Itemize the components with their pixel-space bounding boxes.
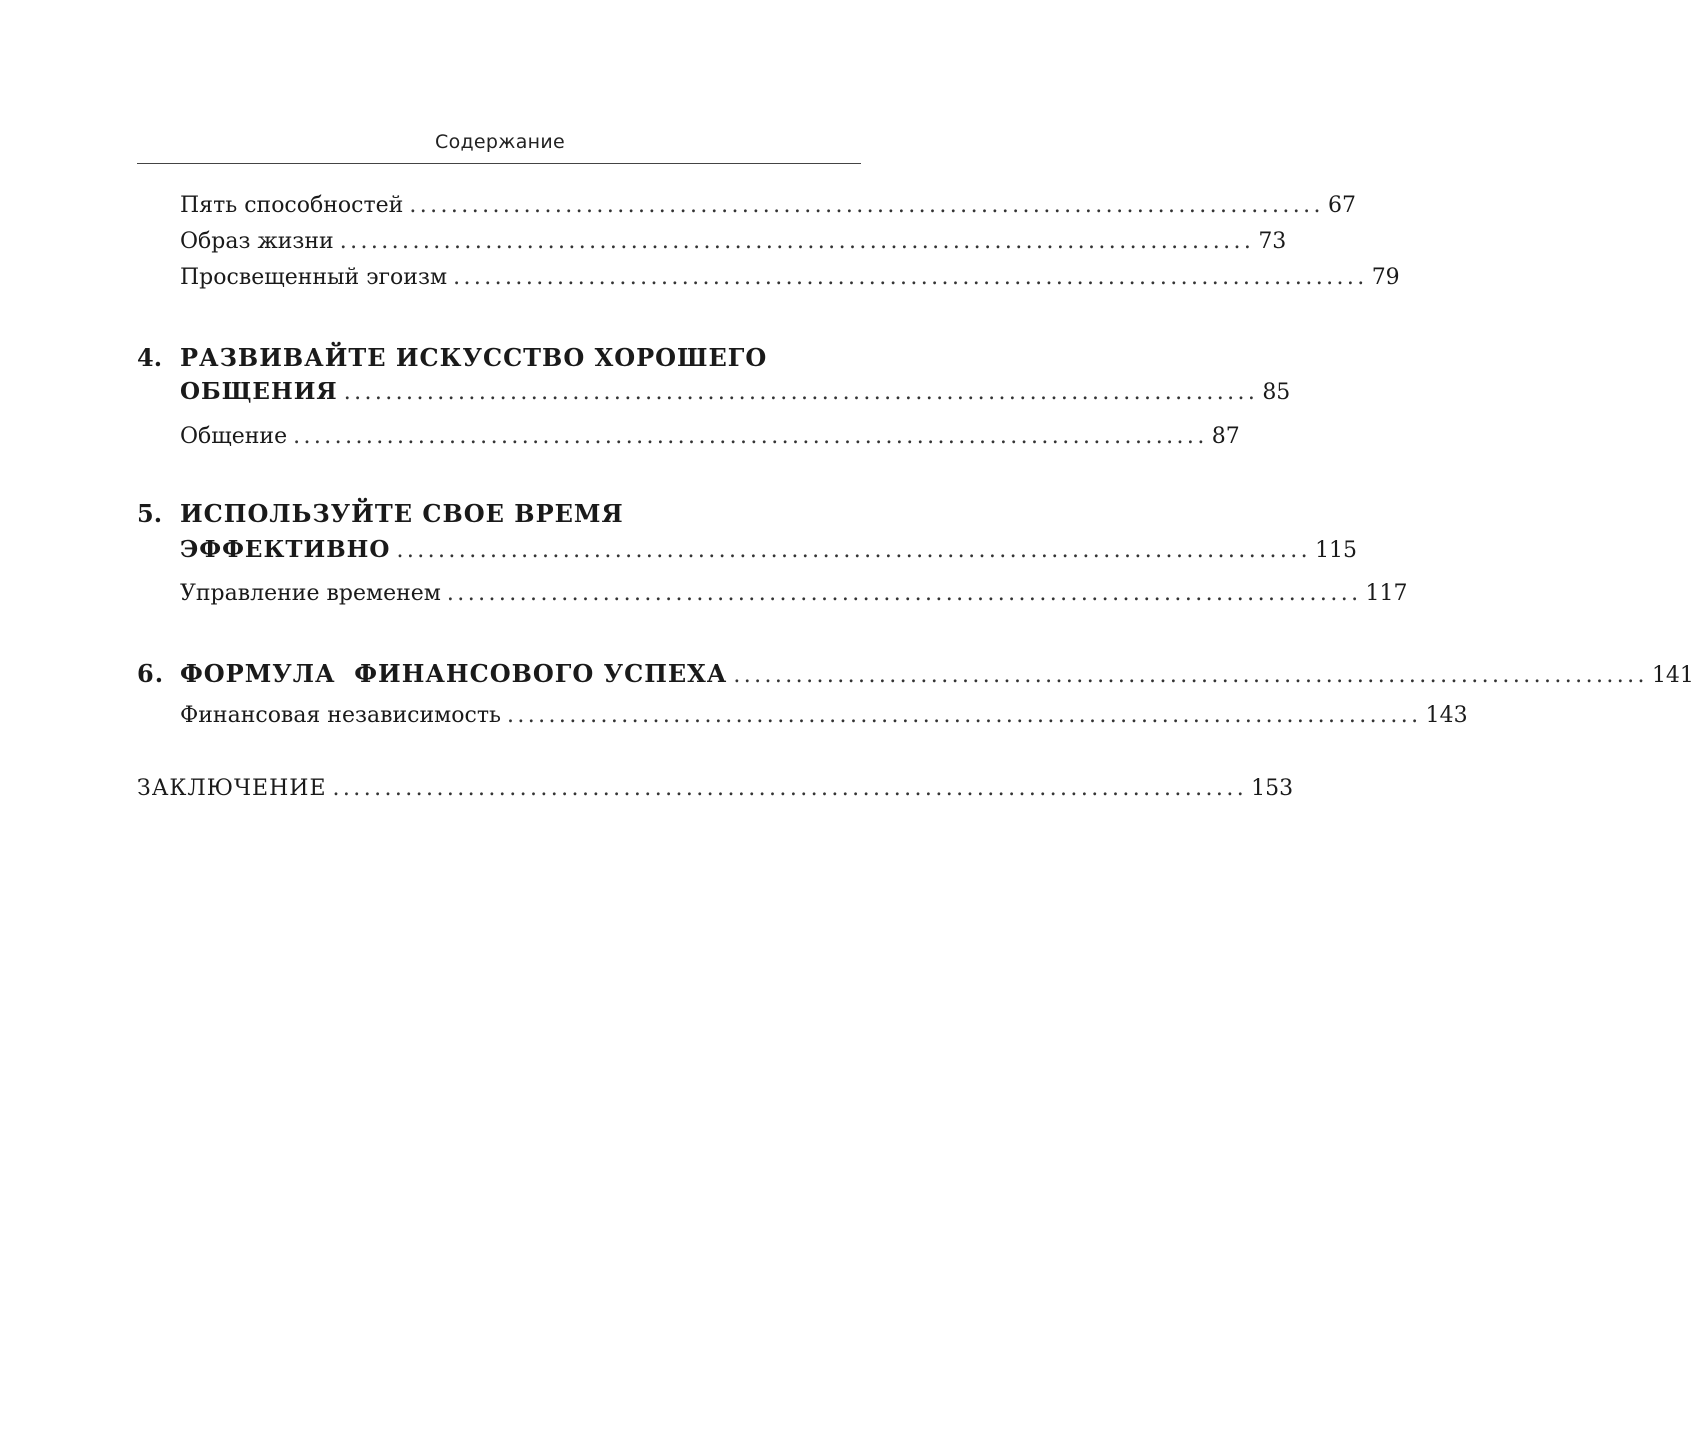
chapter-title: ИСПОЛЬЗУЙТЕ СВОЕ ВРЕМЯ	[180, 499, 624, 528]
chapter-title-text: ФОРМУЛА ФИНАНСОВОГО УСПЕХА	[180, 659, 728, 688]
chapter-number: 4.	[137, 343, 163, 372]
leader-dots: ........................................................................................	[409, 193, 1324, 218]
toc-entry-page: 87	[1211, 424, 1240, 449]
conclusion-page: 153	[1251, 776, 1294, 801]
conclusion-entry[interactable]	[137, 772, 1294, 806]
toc-entry[interactable]	[180, 261, 1400, 295]
chapter-5-title-line[interactable]	[180, 533, 1358, 567]
leader-dots: ........................................................................................	[733, 663, 1648, 688]
toc-entry-page: 73	[1258, 229, 1287, 254]
leader-dots: ........................................................................................	[453, 265, 1368, 290]
toc-entry-title: Пять способностей	[180, 193, 404, 218]
chapter-5-heading[interactable]	[137, 494, 861, 534]
toc-entry[interactable]	[180, 699, 1468, 733]
leader-dots: ........................................................................................	[332, 776, 1248, 801]
running-head: Содержание	[435, 131, 565, 153]
toc-entry-page: 67	[1327, 193, 1356, 218]
toc-entry[interactable]	[180, 420, 1240, 454]
chapter-title	[137, 654, 727, 694]
chapter-title-continued: ЭФФЕКТИВНО	[180, 536, 391, 563]
toc-entry-title: Финансовая независимость	[180, 703, 501, 728]
leader-dots: ........................................................................................	[343, 380, 1259, 405]
chapter-number: 6.	[137, 659, 165, 688]
toc-entry-title: Просвещенный эгоизм	[180, 265, 448, 290]
leader-dots: ........................................................................................	[293, 424, 1208, 449]
leader-dots: ........................................................................................	[339, 229, 1255, 254]
chapter-number: 5.	[137, 499, 163, 528]
leader-dots: ........................................................................................	[396, 538, 1312, 563]
toc-entry-page: 117	[1365, 581, 1408, 606]
toc-entry-title: Управление временем	[180, 581, 441, 606]
toc-entry-title: Образ жизни	[180, 229, 334, 254]
chapter-4-title-line[interactable]	[180, 375, 1291, 409]
conclusion-title: ЗАКЛЮЧЕНИЕ	[137, 776, 327, 801]
chapter-page: 85	[1262, 380, 1291, 405]
chapter-page: 115	[1315, 538, 1358, 563]
chapter-4-heading[interactable]	[137, 338, 861, 378]
chapter-page: 141	[1651, 663, 1694, 688]
toc-entry-page: 143	[1425, 703, 1468, 728]
toc-entry[interactable]	[180, 189, 1356, 223]
toc-entry-title: Общение	[180, 424, 288, 449]
toc-entry[interactable]	[180, 225, 1287, 259]
chapter-6-heading[interactable]	[137, 654, 1694, 694]
leader-dots: ........................................................................................	[506, 703, 1422, 728]
toc-entry[interactable]	[180, 577, 1408, 611]
header-rule	[137, 163, 861, 164]
leader-dots: ........................................................................................	[446, 581, 1362, 606]
toc-entry-page: 79	[1371, 265, 1400, 290]
chapter-title-continued: ОБЩЕНИЯ	[180, 378, 338, 405]
chapter-title: РАЗВИВАЙТЕ ИСКУССТВО ХОРОШЕГО	[180, 343, 768, 372]
